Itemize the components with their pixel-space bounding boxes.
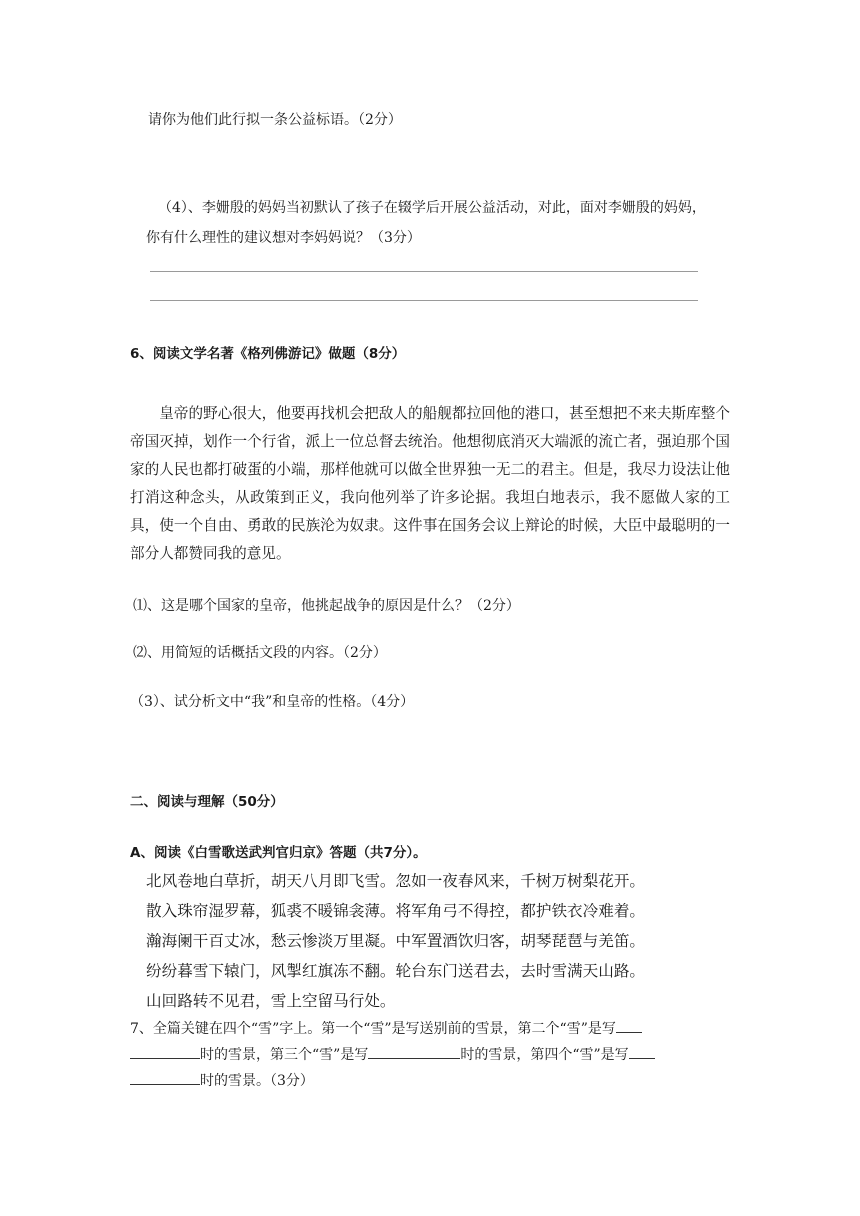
answer-blank[interactable] <box>368 1044 460 1059</box>
answer-blank[interactable] <box>629 1044 655 1059</box>
poem-line: 散入珠帘湿罗幕，狐裘不暖锦衾薄。将军角弓不得控，都护铁衣冷难着。 <box>146 902 646 920</box>
part2-heading: 二、阅读与理解（50分） <box>130 794 284 810</box>
section6-question-2: ⑵、用简短的话概括文段的内容。（2分） <box>133 645 387 661</box>
q7-text-3: 时的雪景，第四个“雪”是写 <box>460 1047 629 1063</box>
question-7 <box>130 1016 730 1094</box>
section6-question-3: （3）、试分析文中“我”和皇帝的性格。（4分） <box>130 694 415 710</box>
answer-line <box>150 271 698 272</box>
q7-text-4: 时的雪景。（3分） <box>200 1073 314 1089</box>
q7-text-2: 时的雪景，第三个“雪”是写 <box>200 1047 369 1063</box>
poem-line: 北风卷地白草折，胡天八月即飞雪。忽如一夜春风来，千树万树梨花开。 <box>146 872 646 890</box>
q4-line1: （4）、李姗殷的妈妈当初默认了孩子在辍学后开展公益活动，对此，面对李姗殷的妈妈， <box>158 200 706 216</box>
answer-blank[interactable] <box>616 1018 642 1033</box>
answer-line <box>150 300 698 301</box>
answer-blank[interactable] <box>130 1044 200 1059</box>
poem-line: 纷纷暮雪下辕门，风掣红旗冻不翻。轮台东门送君去，去时雪满天山路。 <box>146 962 646 980</box>
section6-heading: 6、阅读文学名著《格列佛游记》做题（8分） <box>130 346 406 362</box>
poem-line: 瀚海阑干百丈冰，愁云惨淡万里凝。中军置酒饮归客，胡琴琵琶与羌笛。 <box>146 932 646 950</box>
section6-question-1: ⑴、这是哪个国家的皇帝，他挑起战争的原因是什么？（2分） <box>133 598 520 614</box>
sectionA-heading: A、阅读《白雪歌送武判官归京》答题（共7分）。 <box>130 845 427 861</box>
section6-passage: 皇帝的野心很大，他要再找机会把敌人的船舰都拉回他的港口，甚至想把不来夫斯库整个帝国灭掉，划作一个行省，派上一位总督去统治。他想彻底消灭大端派的流亡者，强迫那个国家的人民也都打破蛋的小端，那样他就可以做全世界独一无二的君主。但是，我尽力设法让他打消这种念头，从政策到正义，我向他列举了许多论据。我坦白地表示，我不愿做人家的工具，使一个自由、勇敢的民族沦为奴隶。这件事在国务会议上辩论的时候，大臣中最聪明的一部分人都赞同我的意见。 <box>130 405 730 562</box>
q3-prompt: 请你为他们此行拟一条公益标语。（2分） <box>148 112 402 128</box>
q7-text-1: 7、全篇关键在四个“雪”字上。第一个“雪”是写送别前的雪景，第二个“雪”是写 <box>130 1021 616 1037</box>
poem <box>146 866 645 1016</box>
q4-line2: 你有什么理性的建议想对李妈妈说？（3分） <box>146 230 421 246</box>
poem-line: 山回路转不见君，雪上空留马行处。 <box>146 992 396 1010</box>
answer-blank[interactable] <box>130 1070 200 1085</box>
